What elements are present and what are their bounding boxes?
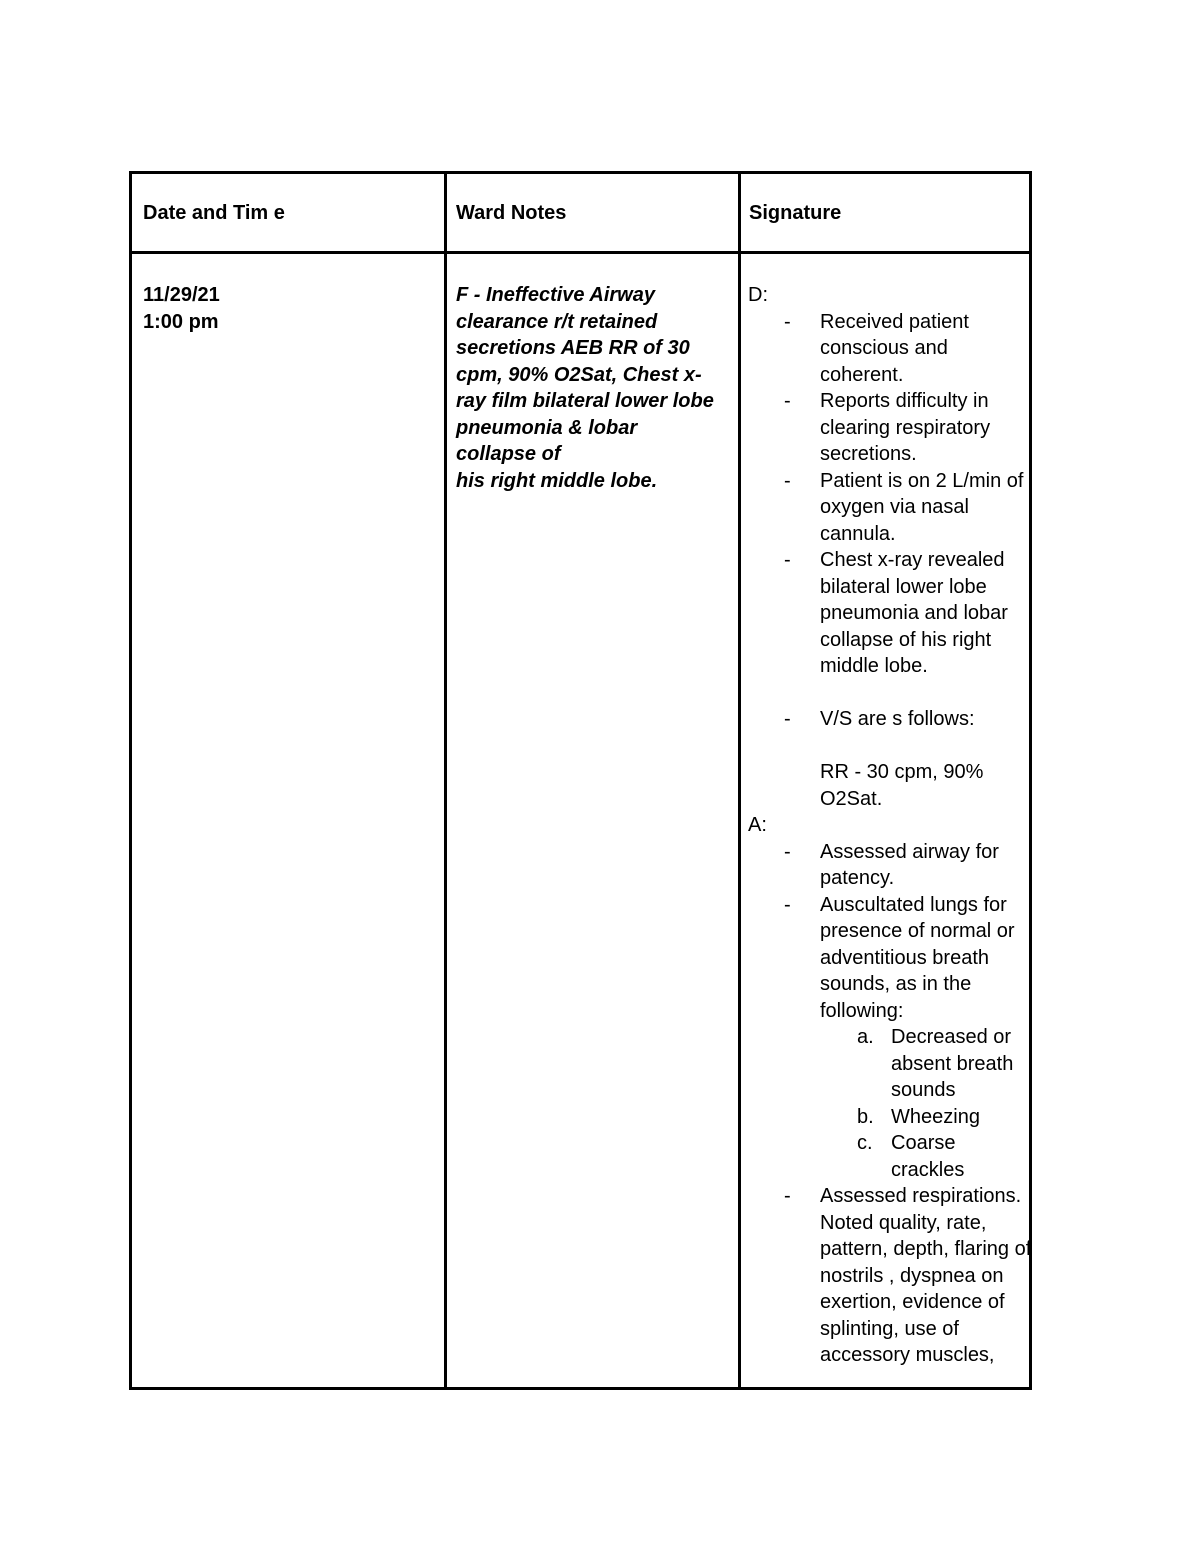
- dash-bullet: -: [784, 390, 791, 412]
- dash-bullet: -: [784, 893, 791, 916]
- column-divider: [444, 174, 447, 1387]
- list-item: [748, 388, 1032, 468]
- sub-list-marker: b.: [857, 1105, 874, 1128]
- section-label-d: D:: [748, 284, 768, 306]
- list-item-text: V/S are s follows:: [820, 708, 975, 730]
- nursing-diagnosis-continued: his right middle lobe.: [456, 469, 658, 492]
- list-item-text: Auscultated lungs for presence of normal or adventitious breath sounds, as in the following:: [820, 893, 1015, 1022]
- sub-list-text: Coarse crackles: [891, 1132, 965, 1181]
- note-time: 1:00 pm: [143, 310, 219, 333]
- header-divider: [132, 251, 1029, 254]
- sub-list-item: [748, 1130, 1032, 1183]
- list-item-text: Chest x-ray revealed bilateral lower lobe pneumonia and lobar collapse of his right middle lobe.: [820, 549, 1008, 677]
- dash-bullet: -: [784, 469, 791, 492]
- list-item-text: Assessed respirations. Noted quality, rate, pattern, depth, flaring of nostrils , dyspnea on exertion, evidence of splinting, use of accessory muscles,: [820, 1185, 1032, 1366]
- header-signature: Signature: [749, 202, 842, 224]
- date-time-cell: [143, 282, 220, 335]
- header-ward-notes: Ward Notes: [456, 202, 567, 224]
- note-date: 11/29/21: [143, 284, 220, 306]
- list-item: [748, 468, 1032, 548]
- sub-list-text: Decreased or absent breath sounds: [891, 1026, 1014, 1101]
- list-item-text: Received patient conscious and coherent.: [820, 310, 969, 386]
- dash-bullet: -: [784, 310, 791, 333]
- column-divider: [738, 174, 741, 1387]
- dash-bullet: -: [784, 549, 791, 571]
- list-item-text: Assessed airway for patency.: [820, 840, 999, 889]
- list-item-text: Reports difficulty in clearing respiratory secretions.: [820, 390, 991, 465]
- dash-bullet: -: [784, 1185, 791, 1207]
- sub-list-item: [748, 1024, 1032, 1104]
- signature-cell: [748, 282, 1032, 1369]
- vital-signs-value: RR - 30 cpm, 90% O2Sat.: [820, 761, 984, 810]
- section-label-a: A:: [748, 814, 767, 836]
- sub-list-marker: c.: [857, 1132, 873, 1154]
- list-item: [748, 839, 1032, 892]
- dash-bullet: -: [784, 708, 791, 730]
- sub-list-marker: a.: [857, 1026, 874, 1048]
- nursing-diagnosis: F - Ineffective Airway clearance r/t retained secretions AEB RR of 30 cpm, 90% O2Sat, Chest x-ray film bilateral lower lobe pneumonia & lobar collapse of: [456, 284, 714, 465]
- dash-bullet: -: [784, 840, 791, 863]
- header-date-time: Date and Tim e: [143, 202, 285, 224]
- list-item: [748, 1183, 1032, 1369]
- ward-notes-table: [129, 171, 1032, 1390]
- list-item: [748, 892, 1032, 1025]
- sub-list-text: Wheezing: [891, 1105, 980, 1128]
- ward-note-cell: [456, 282, 721, 494]
- list-item-text: Patient is on 2 L/min of oxygen via nasal cannula.: [820, 469, 1024, 545]
- list-item: [748, 706, 1032, 733]
- list-item: [748, 547, 1032, 680]
- list-item: [748, 309, 1032, 389]
- sub-list-item: [748, 1104, 1032, 1131]
